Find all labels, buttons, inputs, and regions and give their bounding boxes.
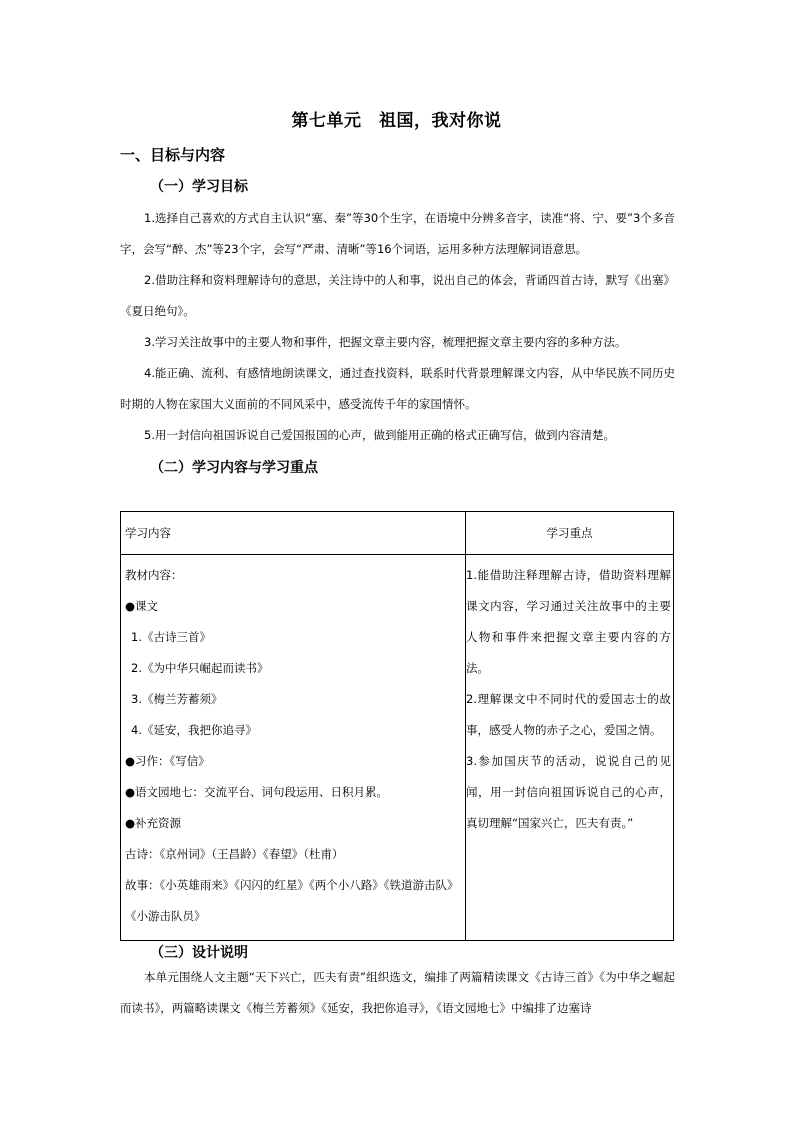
content-line: 4.《延安，我把你追寻》 — [131, 723, 257, 737]
content-line: 2.《为中华只崛起而读书》 — [131, 661, 269, 675]
section-heading-goals-content: 一、目标与内容 — [120, 146, 226, 164]
table-header-content: 学习内容 — [121, 512, 466, 555]
content-focus-table — [120, 511, 674, 941]
subsection-heading-learning-goals: （一）学习目标 — [150, 179, 248, 195]
content-line: 教材内容： — [125, 568, 183, 582]
table-body-row — [121, 555, 674, 941]
content-line: ●习作：《写信》 — [125, 754, 210, 768]
focus-item: 1.能借助注释理解古诗，借助资料理解课文内容，学习通过关注故事中的主要人物和事件来把握文章主要内容的方法。 — [466, 568, 671, 675]
goal-item-2: 2.借助注释和资料理解诗句的意思，关注诗中的人和事，说出自己的体会，背诵四首古诗，默写《出塞》《夏日绝句》。 — [120, 273, 675, 318]
subsection-heading-content-focus: （二）学习内容与学习重点 — [150, 460, 318, 476]
table-header-row — [121, 512, 674, 555]
content-line: 古诗：《京州词》（王昌龄）《春望》（杜甫） — [125, 847, 344, 861]
content-line: 故事：《小英雄雨来》《闪闪的红星》《两个小八路》《铁道游击队》《小游击队员》 — [125, 878, 459, 923]
unit-title: 第七单元 祖国，我对你说 — [291, 111, 502, 131]
focus-item: 3.参加国庆节的活动，说说自己的见闻，用一封信向祖国诉说自己的心声，真切理解“国家兴亡，匹夫有责。” — [466, 754, 671, 830]
content-line: 3.《梅兰芳蓄须》 — [131, 692, 223, 706]
content-line: 1.《古诗三首》 — [131, 630, 211, 644]
focus-item: 2.理解课文中不同时代的爱国志士的故事，感受人物的赤子之心，爱国之情。 — [466, 692, 671, 737]
table-cell-content — [121, 555, 466, 941]
table-cell-focus — [466, 555, 674, 941]
subsection-heading-design-notes: （三）设计说明 — [150, 945, 248, 961]
design-notes-paragraph: 本单元围绕人文主题“天下兴亡，匹夫有责”组织选文，编排了两篇精读课文《古诗三首》《为中华之崛起而读书》，两篇略读课文《梅兰芳蓄须》《延安，我把你追寻》，《语文园地七》中编排了边塞诗 — [120, 970, 675, 1015]
goal-item-1: 1.选择自己喜欢的方式自主认识“塞、秦”等30个生字，在语境中分辨多音字，读准“将、宁、要”3个多音字，会写“醉、杰”等23个字，会写“严肃、清晰”等16个词语，运用多种方法理解词语意思。 — [120, 211, 675, 256]
goal-item-5: 5.用一封信向祖国诉说自己爱国报国的心声，做到能用正确的格式正确写信，做到内容清楚。 — [144, 428, 615, 442]
table-header-focus: 学习重点 — [466, 512, 674, 555]
content-line: ●课文 — [125, 599, 159, 613]
goal-item-4: 4.能正确、流利、有感情地朗读课文，通过查找资料，联系时代背景理解课文内容，从中华民族不同历史时期的人物在家国大义面前的不同风采中，感受流传千年的家国情怀。 — [120, 366, 675, 411]
content-line: ●语文园地七：交流平台、词句段运用、日积月累。 — [125, 785, 389, 799]
content-line: ●补充资源 — [125, 816, 182, 830]
goal-item-3: 3.学习关注故事中的主要人物和事件，把握文章主要内容，梳理把握文章主要内容的多种方法。 — [144, 335, 627, 349]
